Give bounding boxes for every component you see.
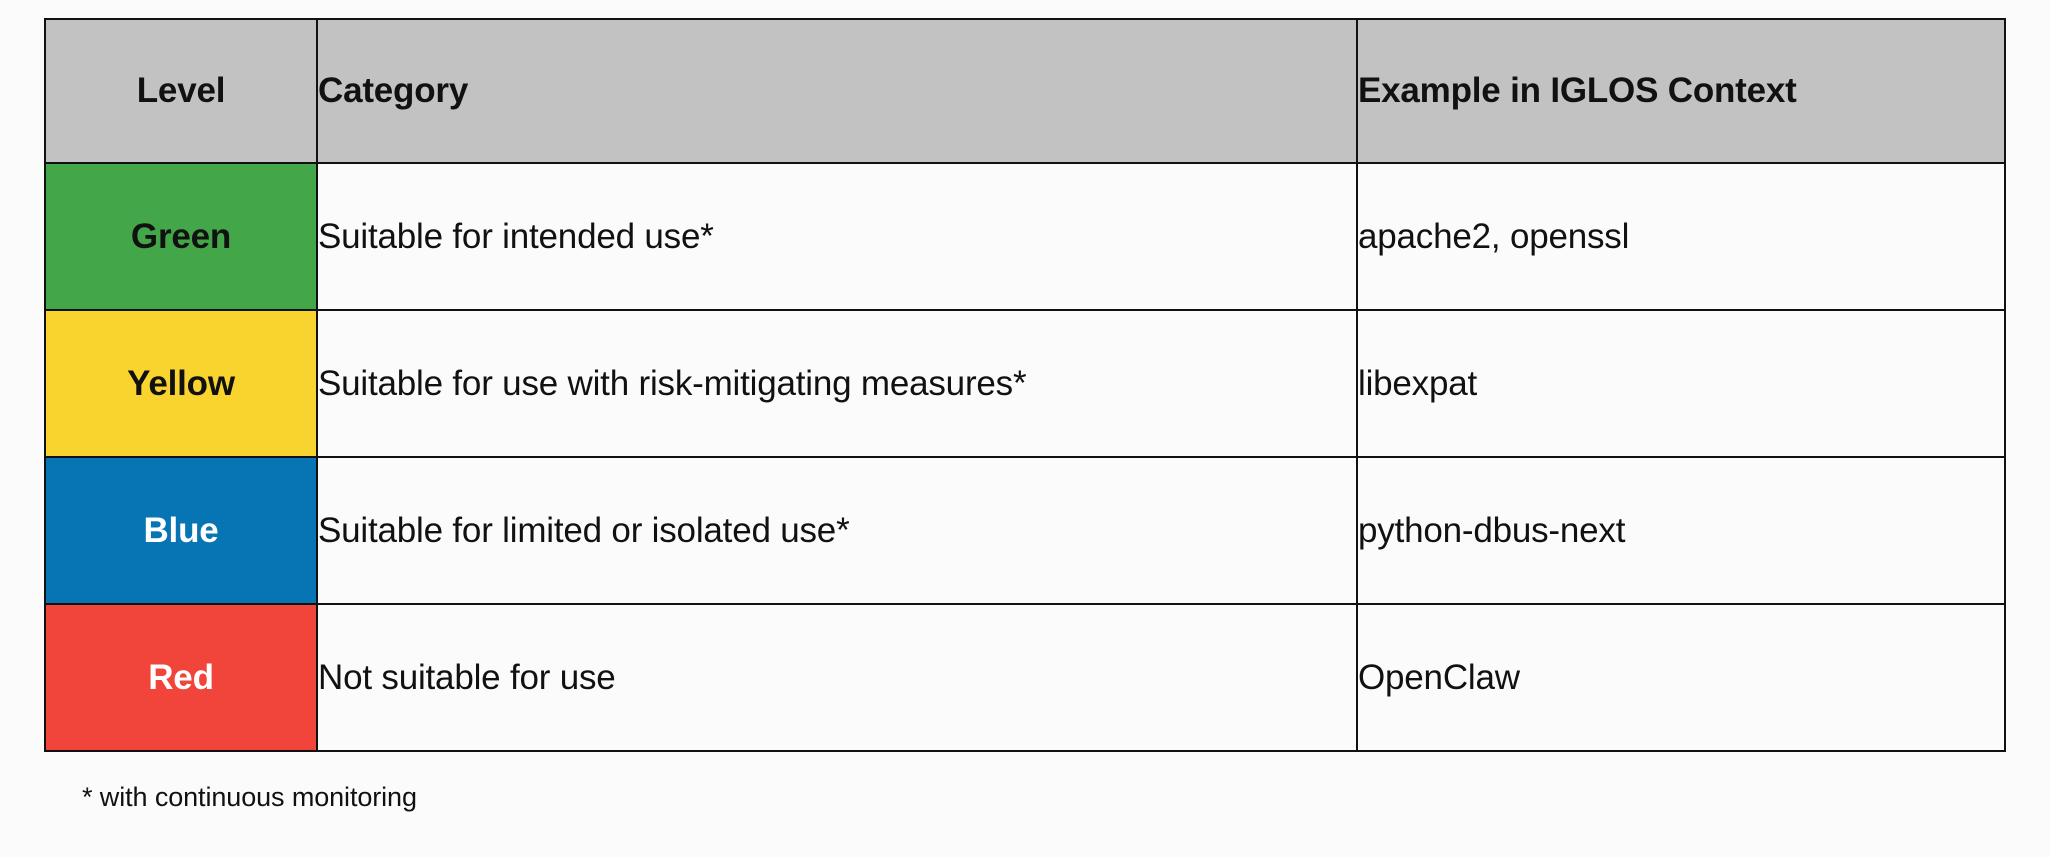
example-text: OpenClaw xyxy=(1357,604,2005,751)
example-text: libexpat xyxy=(1357,310,2005,457)
category-text: Suitable for use with risk-mitigating measures* xyxy=(317,310,1357,457)
table-row xyxy=(45,604,2005,751)
level-badge-yellow: Yellow xyxy=(45,310,317,457)
category-text: Not suitable for use xyxy=(317,604,1357,751)
example-text: python-dbus-next xyxy=(1357,457,2005,604)
table-header-row xyxy=(45,19,2005,163)
level-badge-red: Red xyxy=(45,604,317,751)
rating-table xyxy=(44,18,2006,752)
footnote: * with continuous monitoring xyxy=(82,782,417,812)
table-row xyxy=(45,163,2005,310)
category-text: Suitable for limited or isolated use* xyxy=(317,457,1357,604)
table-body xyxy=(45,163,2005,751)
example-text: apache2, openssl xyxy=(1357,163,2005,310)
table-header xyxy=(45,19,2005,163)
column-header-level: Level xyxy=(45,19,317,163)
column-header-example: Example in IGLOS Context xyxy=(1357,19,2005,163)
column-header-category: Category xyxy=(317,19,1357,163)
table-row xyxy=(45,457,2005,604)
table-row xyxy=(45,310,2005,457)
category-text: Suitable for intended use* xyxy=(317,163,1357,310)
level-badge-blue: Blue xyxy=(45,457,317,604)
level-badge-green: Green xyxy=(45,163,317,310)
